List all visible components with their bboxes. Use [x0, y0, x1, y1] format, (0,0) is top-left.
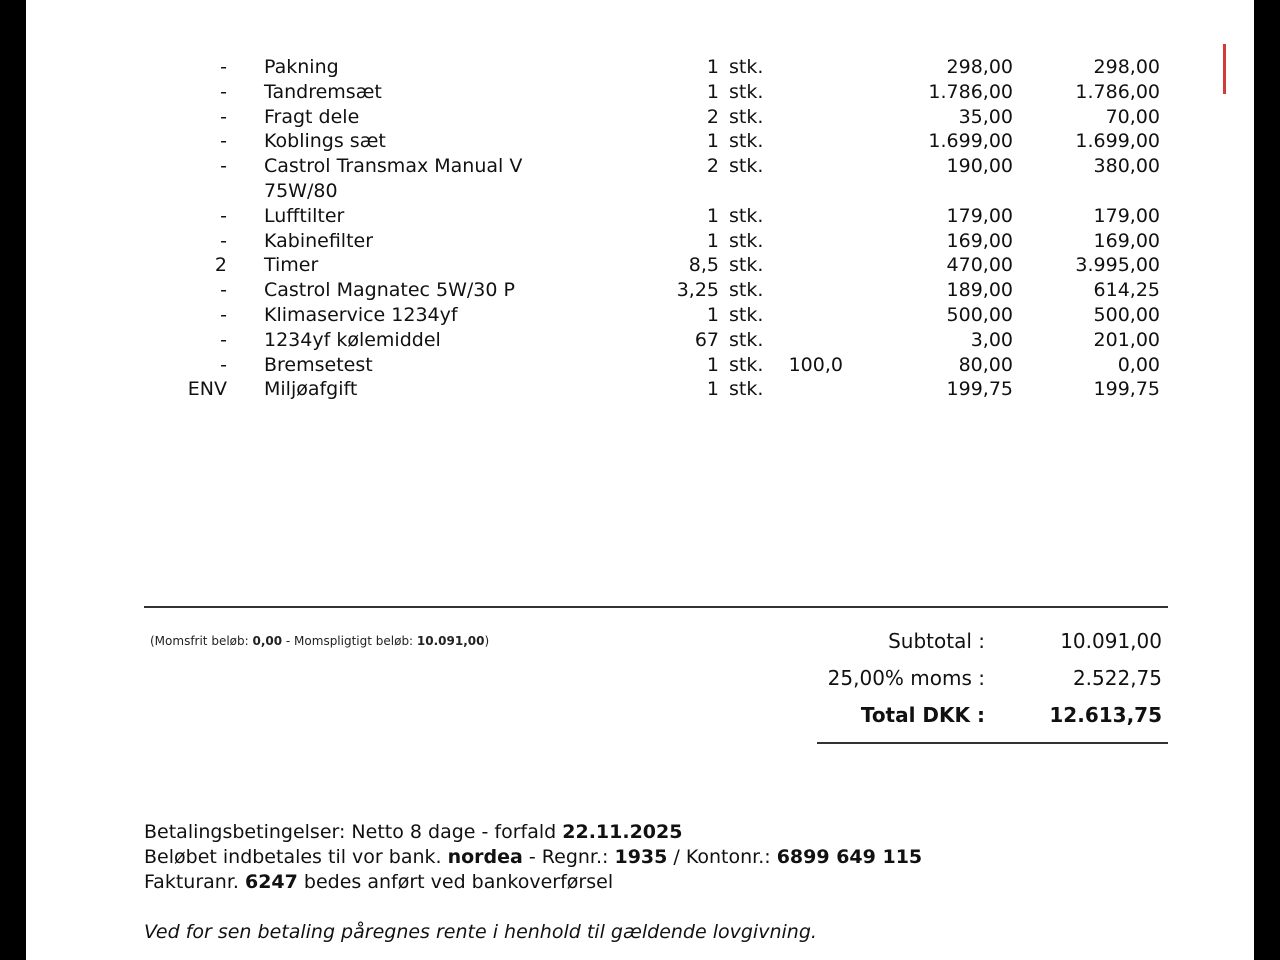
item-unit-price: 470,00 — [946, 254, 1013, 277]
item-quantity: 2 — [706, 105, 719, 128]
total-value: 12.613,75 — [1049, 703, 1162, 727]
item-code: - — [220, 80, 227, 103]
table-row — [26, 328, 1254, 353]
item-unit-price: 80,00 — [958, 353, 1013, 376]
item-unit: stk. — [729, 130, 764, 153]
item-description: Fragt dele — [264, 105, 360, 128]
item-description: Pakning — [264, 56, 339, 78]
item-description-line2: 75W/80 — [264, 180, 338, 202]
summary-rule-top — [144, 606, 1168, 608]
item-line-total: 179,00 — [1093, 204, 1160, 227]
item-line-total: 3.995,00 — [1075, 254, 1160, 277]
table-row — [26, 353, 1254, 378]
item-description: Kabinefilter — [264, 229, 374, 252]
item-code: - — [220, 328, 227, 351]
item-code: ENV — [187, 378, 227, 401]
item-unit: stk. — [729, 353, 764, 376]
item-line-total: 1.786,00 — [1075, 80, 1160, 103]
invoice-reference — [144, 870, 613, 895]
item-description: Bremsetest — [264, 353, 373, 376]
item-unit-price: 169,00 — [946, 229, 1013, 252]
bank-prefix: Beløbet indbetales til vor bank. — [144, 846, 448, 868]
item-code: - — [220, 304, 227, 326]
table-row — [26, 80, 1254, 105]
item-unit-price: 35,00 — [958, 105, 1013, 128]
item-unit: stk. — [729, 56, 764, 78]
item-description: Koblings sæt — [264, 130, 386, 153]
item-code: 2 — [214, 254, 227, 277]
table-row — [26, 253, 1254, 278]
table-row-continuation — [26, 179, 1254, 204]
item-line-total: 70,00 — [1105, 105, 1160, 128]
item-code: - — [220, 155, 227, 178]
payment-terms — [144, 820, 682, 845]
item-discount: 100,0 — [788, 353, 843, 376]
late-payment-note: Ved for sen betaling påregnes rente i henhold til gældende lovgivning. — [144, 921, 817, 943]
item-line-total: 201,00 — [1093, 328, 1160, 351]
invoice-page — [26, 0, 1254, 960]
table-row — [26, 278, 1254, 303]
item-quantity: 1 — [706, 56, 719, 78]
subtotal-value: 10.091,00 — [1060, 629, 1162, 653]
item-unit-price: 500,00 — [946, 304, 1013, 326]
item-line-total: 380,00 — [1093, 155, 1160, 178]
item-code: - — [220, 229, 227, 252]
item-unit: stk. — [729, 204, 764, 227]
item-unit: stk. — [729, 304, 764, 326]
vat-label: 25,00% moms : — [827, 666, 985, 690]
item-description: Tandremsæt — [264, 80, 382, 103]
bank-info — [144, 845, 922, 870]
item-unit-price: 189,00 — [946, 279, 1013, 302]
item-quantity: 1 — [706, 353, 719, 376]
invoice-suffix: bedes anført ved bankoverførsel — [297, 871, 614, 893]
item-unit-price: 190,00 — [946, 155, 1013, 178]
item-unit-price: 3,00 — [970, 328, 1013, 351]
item-unit: stk. — [729, 80, 764, 103]
table-row — [26, 129, 1254, 154]
invoice-number: 6247 — [244, 871, 298, 893]
item-line-total: 298,00 — [1093, 56, 1160, 78]
item-quantity: 1 — [706, 130, 719, 153]
total-row — [26, 701, 1254, 729]
table-row — [26, 303, 1254, 328]
regnr: 1935 — [614, 846, 668, 868]
item-description: Timer — [264, 254, 319, 277]
table-row — [26, 154, 1254, 179]
item-description: Castrol Magnatec 5W/30 P — [264, 279, 515, 302]
invoice-prefix: Fakturanr. — [144, 871, 245, 893]
item-unit: stk. — [729, 328, 764, 351]
item-quantity: 1 — [706, 378, 719, 401]
vat-note-mid: - Momspligtigt beløb: — [282, 634, 417, 648]
item-description: 1234yf kølemiddel — [264, 328, 441, 351]
item-quantity: 2 — [706, 155, 719, 178]
vat-row — [26, 664, 1254, 692]
kontonr-label: / Kontonr.: — [667, 846, 777, 868]
item-description: Klimaservice 1234yf — [264, 304, 458, 326]
vat-exempt-value: 0,00 — [252, 634, 283, 648]
regnr-label: - Regnr.: — [522, 846, 615, 868]
vat-taxable-value: 10.091,00 — [416, 634, 485, 648]
item-unit: stk. — [729, 279, 764, 302]
table-row — [26, 229, 1254, 254]
item-line-total: 500,00 — [1093, 304, 1160, 326]
item-quantity: 1 — [706, 304, 719, 326]
vat-note-close: ) — [484, 634, 490, 648]
item-line-total: 0,00 — [1117, 353, 1160, 376]
item-description: Lufftilter — [264, 204, 345, 227]
item-unit-price: 179,00 — [946, 204, 1013, 227]
subtotal-row — [26, 627, 1254, 655]
item-line-total: 169,00 — [1093, 229, 1160, 252]
terms-prefix: Betalingsbetingelser: Netto 8 dage - forfald — [144, 821, 563, 843]
table-row — [26, 204, 1254, 229]
item-unit: stk. — [729, 378, 764, 401]
item-description: Miljøafgift — [264, 378, 358, 401]
kontonr: 6899 649 115 — [776, 846, 923, 868]
item-quantity: 67 — [694, 328, 719, 351]
summary-rule-bottom — [817, 742, 1168, 744]
item-unit: stk. — [729, 254, 764, 277]
item-code: - — [220, 56, 227, 78]
item-quantity: 1 — [706, 80, 719, 103]
item-code: - — [220, 204, 227, 227]
vat-value: 2.522,75 — [1072, 666, 1162, 690]
table-row — [26, 377, 1254, 402]
table-row — [26, 105, 1254, 130]
item-code: - — [220, 353, 227, 376]
item-unit-price: 1.699,00 — [928, 130, 1013, 153]
item-code: - — [220, 279, 227, 302]
item-line-total: 199,75 — [1093, 378, 1160, 401]
item-quantity: 1 — [706, 229, 719, 252]
bank-name: nordea — [447, 846, 523, 868]
item-unit: stk. — [729, 229, 764, 252]
item-line-total: 614,25 — [1093, 279, 1160, 302]
item-unit-price: 1.786,00 — [928, 80, 1013, 103]
item-quantity: 3,25 — [676, 279, 719, 302]
table-row — [26, 55, 1254, 80]
item-unit: stk. — [729, 155, 764, 178]
item-description: Castrol Transmax Manual V — [264, 155, 523, 178]
item-quantity: 8,5 — [688, 254, 719, 277]
item-unit-price: 298,00 — [946, 56, 1013, 78]
due-date: 22.11.2025 — [562, 821, 683, 843]
item-unit-price: 199,75 — [946, 378, 1013, 401]
item-code: - — [220, 105, 227, 128]
item-unit: stk. — [729, 105, 764, 128]
total-label: Total DKK : — [860, 703, 985, 727]
subtotal-label: Subtotal : — [888, 629, 985, 653]
vat-note-open: (Momsfrit beløb: — [150, 634, 253, 648]
item-line-total: 1.699,00 — [1075, 130, 1160, 153]
item-quantity: 1 — [706, 204, 719, 227]
item-code: - — [220, 130, 227, 153]
